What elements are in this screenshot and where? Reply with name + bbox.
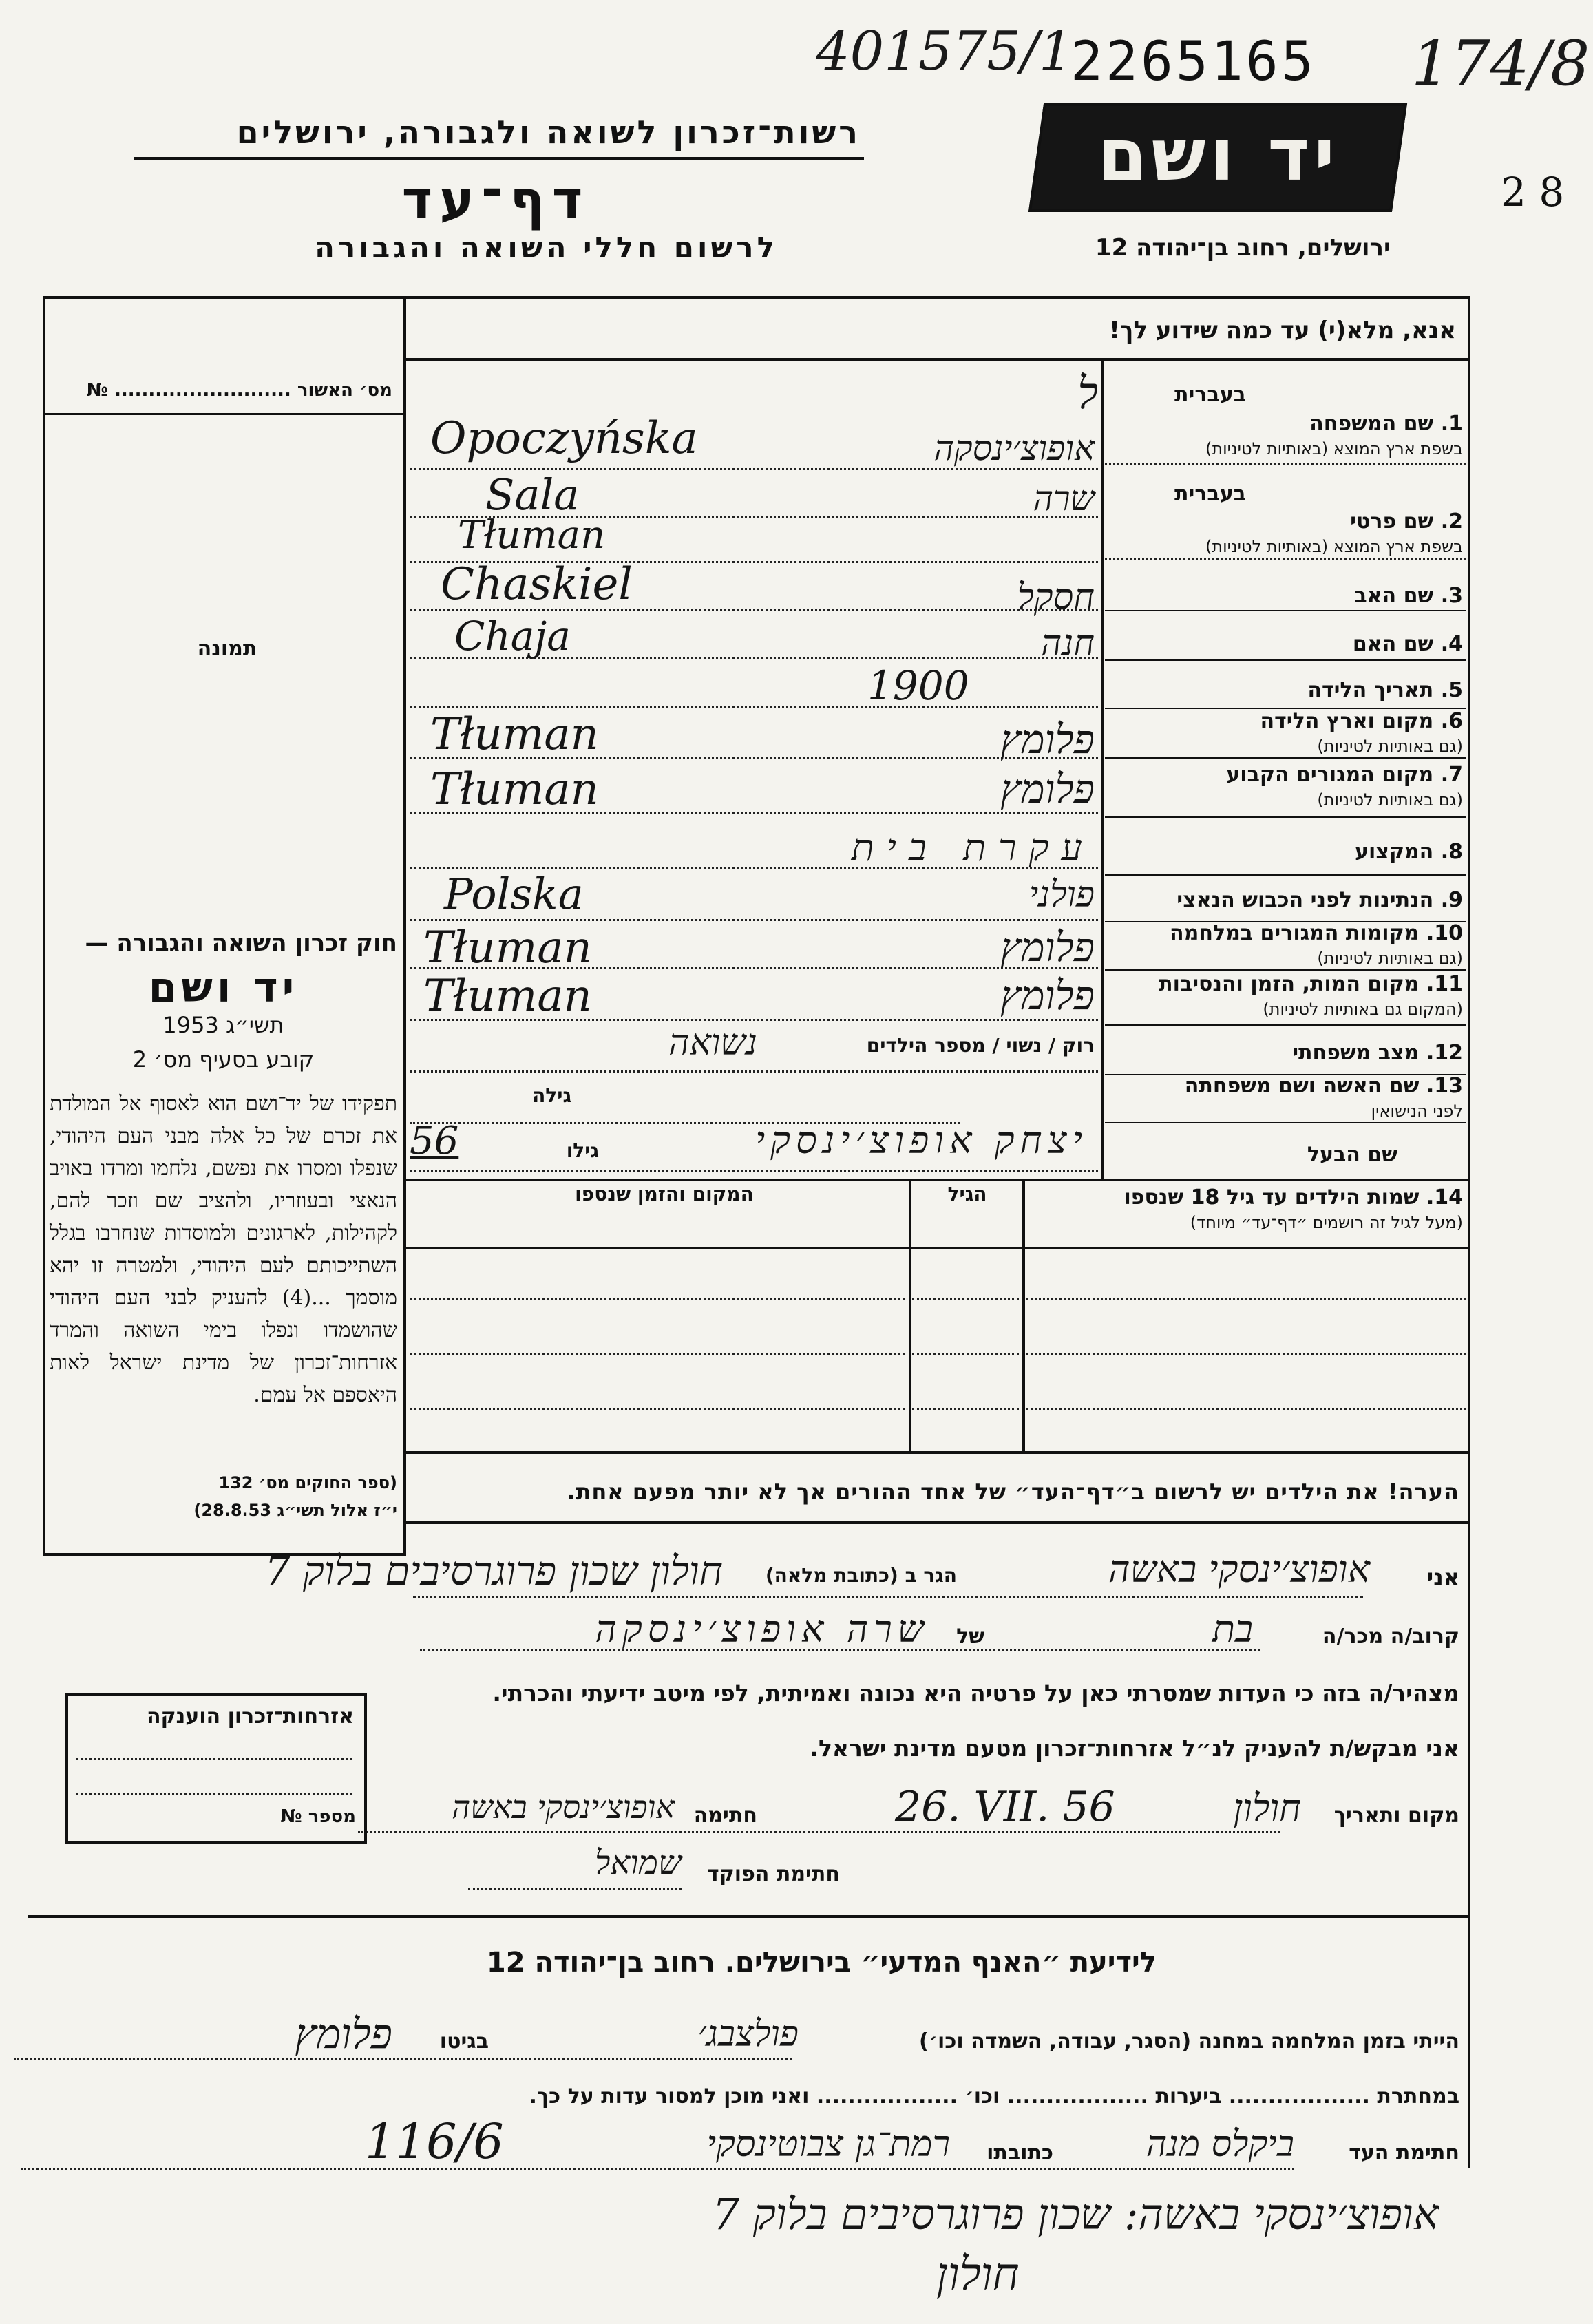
marital-status-value: נשואה bbox=[668, 1022, 757, 1064]
field-11-label: 11. מקום המות, הזמן והנסיבות (המקום גם באותיות לטיניות) bbox=[1159, 972, 1463, 1019]
ghetto-value: פלומץ bbox=[295, 2010, 392, 2058]
witness-signature-label: חתימת העד bbox=[1349, 2141, 1459, 2165]
citizenship-box-title: אזרחות־זכרון הוענקה bbox=[146, 1704, 354, 1729]
photo-placeholder: תמונה bbox=[197, 637, 257, 661]
death-place-latin-value: Tłuman bbox=[423, 971, 592, 1022]
institute-address: ירושלים, רחוב בן־יהודה 12 bbox=[1095, 234, 1391, 262]
death-place-hebrew-value: פלומץ bbox=[1000, 972, 1095, 1019]
witness-number-value: 116/6 bbox=[365, 2113, 504, 2170]
birth-year-value: 1900 bbox=[867, 662, 969, 709]
field-9-label: 9. הנתינות לפני הכבוש הנאצי bbox=[1177, 888, 1463, 912]
officer-signature-label: חתימת הפוקד bbox=[707, 1862, 840, 1886]
surname-hebrew-handwritten: אופוצ׳ינסקה bbox=[933, 428, 1095, 468]
declaration-statement: מצהיר/ה בזה כי העדות שמסרתי כאן על פרטיה היא נכונה ואמיתית, לפי מיטב ידיעתי והכרתי. bbox=[492, 1680, 1459, 1707]
place-value: חולון bbox=[1233, 1786, 1301, 1830]
wartime-residence-latin-value: Tłuman bbox=[423, 922, 592, 973]
given-latin-value-2: Tłuman bbox=[458, 513, 606, 558]
marital-options: רוק / נשוי / מספר הילדים bbox=[866, 1034, 1095, 1057]
declarant-address-value: חולון שכון פרוגרסיבים בלוק 7 bbox=[264, 1547, 723, 1594]
children-label: 14. שמות הילדים עד גיל 18 שנספו (מעל לגיל זה רושמים ״דף־עד״ מיוחד) bbox=[1123, 1185, 1463, 1232]
law-reference-2: י״ז אלול תשי״ג 28.8.53) bbox=[193, 1501, 397, 1520]
relation-value: בת bbox=[1212, 1607, 1253, 1651]
footer-title: לידיעת ״האנף המדעי״ בירושלים. רחוב בן־יהודה 12 bbox=[486, 1947, 1157, 1978]
record-number-handwritten: 174/8 bbox=[1411, 28, 1590, 100]
field-12-label: 12. מצב משפחתי bbox=[1292, 1041, 1463, 1065]
father-hebrew-value: חסקל bbox=[1017, 577, 1095, 618]
camp-text: הייתי בזמן המלחמה במחנה (הסגר, עבודה, השמדה וכו׳) bbox=[919, 2029, 1459, 2053]
husband-age-label: גילו bbox=[566, 1139, 599, 1162]
bottom-note-handwritten-2: חולון bbox=[936, 2248, 1020, 2301]
residence-hebrew-value: פלומץ bbox=[1000, 765, 1095, 812]
husband-label: שם הבעל bbox=[1307, 1143, 1397, 1167]
in-hebrew-label-2: בעברית bbox=[1174, 482, 1246, 506]
children-place-header: המקום והזמן שנספו bbox=[575, 1183, 754, 1205]
witness-signature-value: ביקלס מנה bbox=[1146, 2124, 1294, 2165]
field-7-label: 7. מקום המגורים הקבוע (גם באותיות לטיניות) bbox=[1226, 763, 1463, 810]
husband-name-value: יצחק אופוצ׳ינסקי bbox=[755, 1119, 1088, 1162]
form-note: הערה! את הילדים יש לרשום ב״דף־העד״ של אחד ההורים אך לא יותר מפעם אחת. bbox=[567, 1479, 1459, 1505]
witness-address-label: כתובתו bbox=[987, 2141, 1053, 2165]
of-name-value: שרה אופוצ׳ינסקה bbox=[595, 1607, 929, 1651]
father-latin-value: Chaskiel bbox=[441, 559, 633, 610]
field-10-label: 10. מקומות המגורים במלחמה (גם באותיות לטיניות) bbox=[1170, 921, 1463, 968]
reference-number-handwritten: 401575/1 bbox=[816, 21, 1073, 83]
in-hebrew-label-1: בעברית bbox=[1174, 383, 1246, 407]
field-3-label: 3. שם האב bbox=[1354, 584, 1463, 608]
camp-value: פולצבג׳ bbox=[697, 2014, 799, 2055]
residence-latin-value: Tłuman bbox=[430, 764, 599, 815]
husband-age-value: 56 bbox=[410, 1119, 459, 1163]
i-am-label: אני bbox=[1426, 1564, 1459, 1590]
surname-hebrew-value: ל bbox=[1077, 368, 1098, 419]
given-hebrew-value: שרה bbox=[1033, 478, 1095, 518]
citizenship-latin-value: Polska bbox=[444, 869, 584, 919]
given-latin-value: Sala bbox=[485, 469, 580, 520]
citizenship-box-number: מספר № bbox=[280, 1806, 356, 1827]
residing-label: הגר ב (כתובת מלאה) bbox=[765, 1564, 957, 1587]
field-13-label: 13. שם האשה ושם משפחתה לפני הנישואין bbox=[1184, 1074, 1463, 1121]
field-1-label: 1. שם המשפחה בשפת ארץ המוצא (באותיות לטיניות) bbox=[1205, 412, 1463, 458]
yad-vashem-logo: יד ושם bbox=[1028, 103, 1407, 212]
citizenship-hebrew-value: פולני bbox=[1028, 874, 1095, 916]
wartime-residence-hebrew-value: פלומץ bbox=[1000, 924, 1095, 971]
institute-name: רשות־זכרון לשואה ולגבורה, ירושלים bbox=[236, 114, 861, 151]
form-instruction: אנא, מלא(י) עד כמה שידוע לך! bbox=[1109, 317, 1456, 344]
birth-place-hebrew-value: פלומץ bbox=[1000, 716, 1095, 763]
officer-signature-value: שמואל bbox=[595, 1844, 682, 1882]
law-text: תפקידו של יד־ושם הוא לאסוף אל המולדת את זכרם של כל אלה מבני העם היהודי, שנפלו ומסרו את נפשם, נלחמו ומרדו באויב הנאצי ובעוזריו, ולהציב שם וזכר להם, לקהילות, לארגונים ולמוסדות שנחרבו בגלל השתייכותם לעם היהודי, ולמטרה זו יהא מוסמך ...(4) להעניק לבני העם היהודי שהושמדו ונפלו בימי השואה והמרד אזרחות־זכרון של מדינת ישראל לאות היאספם אל עמם. bbox=[50, 1092, 397, 1407]
approval-number: מס׳ האשור .......................... № bbox=[86, 380, 392, 401]
profession-value: עקרת בית bbox=[851, 826, 1095, 869]
witness-address-value: רמת־גן צבוטינסקי bbox=[706, 2124, 950, 2165]
law-name: יד ושם bbox=[148, 964, 299, 1012]
field-5-label: 5. תאריך הלידה bbox=[1307, 678, 1463, 702]
mother-latin-value: Chaja bbox=[454, 613, 571, 659]
field-4-label: 4. שם האם bbox=[1352, 632, 1463, 656]
citizenship-granted-box bbox=[65, 1693, 367, 1844]
of-label: של bbox=[956, 1625, 984, 1649]
page-number: 2 8 bbox=[1501, 169, 1565, 215]
bottom-note-handwritten: אופוצ׳ינסקי באשה: שכון פרוגרסיבים בלוק 7 bbox=[712, 2189, 1439, 2239]
form-subtitle: לרשום חללי השואה והגבורה bbox=[315, 231, 778, 264]
field-8-label: 8. המקצוע bbox=[1354, 840, 1463, 864]
children-age-header: הגיל bbox=[947, 1183, 987, 1205]
signature-value: אופוצ׳ינסקי באשה bbox=[452, 1788, 675, 1826]
wife-age-label: גילה bbox=[532, 1084, 571, 1107]
field-2-label: 2. שם פרטי בשפת ארץ המוצא (באותיות לטיניות) bbox=[1205, 509, 1463, 556]
relation-label: קרוב/ה מכר/ה bbox=[1322, 1625, 1459, 1649]
ghetto-label: בגיטו bbox=[439, 2029, 489, 2053]
law-clause: קובע בסעיף מס׳ 2 bbox=[132, 1046, 315, 1073]
signature-label: חתימה bbox=[693, 1804, 757, 1828]
mother-hebrew-value: חנה bbox=[1040, 623, 1095, 664]
declaration-request: אני מבקש/ת להעניק לנ״ל אזרחות־זכרון מטעם מדינת ישראל. bbox=[810, 1735, 1459, 1762]
date-value: 26. VII. 56 bbox=[895, 1783, 1115, 1831]
law-reference-1: (ספר החוקים מס׳ 132 bbox=[218, 1473, 397, 1492]
birth-place-latin-value: Tłuman bbox=[430, 709, 599, 760]
declarant-name-value: אופוצ׳ינסקי באשה bbox=[1108, 1547, 1370, 1591]
reference-number-stamped: 2265165 bbox=[1070, 31, 1316, 93]
law-year: תשי״ג 1953 bbox=[162, 1012, 284, 1038]
surname-latin-value: Opoczyńska bbox=[430, 413, 698, 464]
field-6-label: 6. מקום וארץ הלידה (גם באותיות לטיניות) bbox=[1260, 709, 1463, 756]
law-title: חוק זכרון השואה והגבורה — bbox=[85, 929, 397, 957]
form-title: דף־עד bbox=[401, 169, 590, 230]
place-date-label: מקום ותאריך bbox=[1333, 1804, 1459, 1828]
hiding-text: במחתרת .................. ביערות .................. וכו׳ .................. ואני מוכן למסור עדות על כך. bbox=[529, 2084, 1459, 2109]
